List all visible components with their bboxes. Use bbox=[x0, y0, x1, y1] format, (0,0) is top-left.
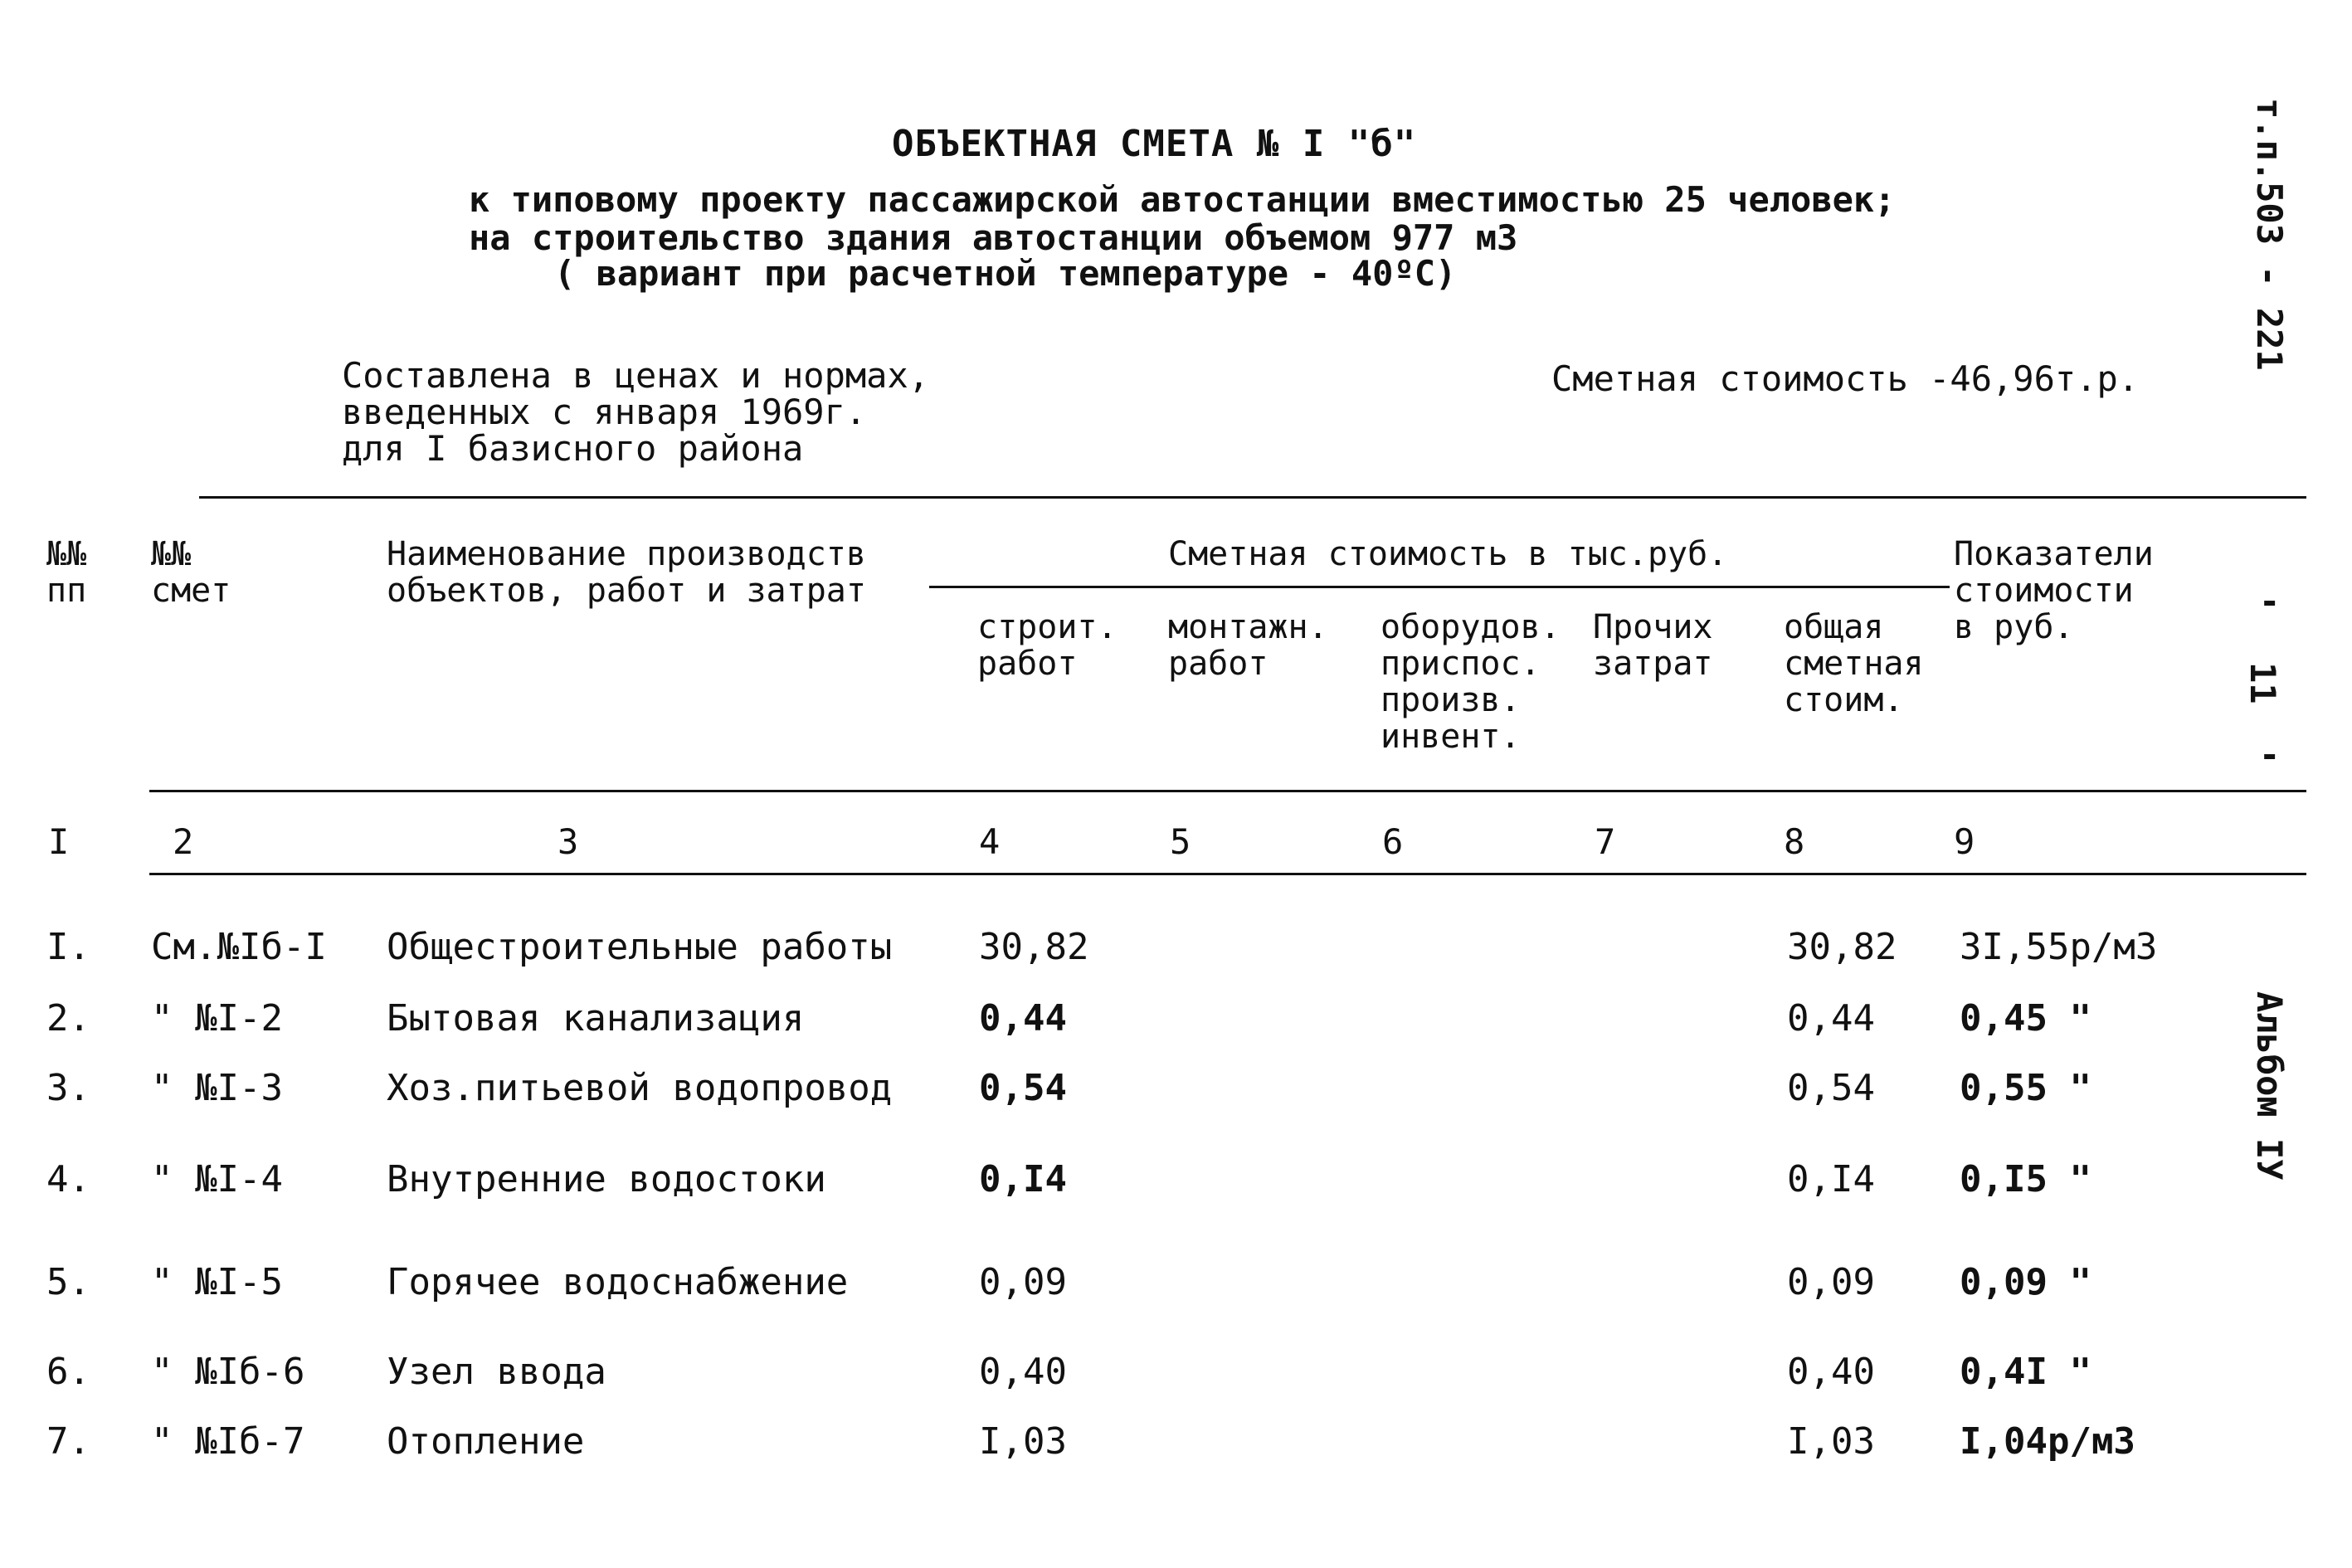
row-number: 3. bbox=[46, 1067, 90, 1109]
header-col8-line2: сметная bbox=[1784, 645, 1924, 683]
header-group: Сметная стоимость в тыс.руб. bbox=[1168, 535, 1728, 573]
row-number: 2. bbox=[46, 997, 90, 1040]
row-cost-index: 0,55 " bbox=[1960, 1067, 2091, 1109]
row-name: Отопление bbox=[387, 1420, 585, 1463]
header-col6-line1: оборудов. bbox=[1381, 608, 1561, 646]
side-album: Альбом IУ bbox=[2249, 991, 2290, 1181]
header-col9-line1: Показатели bbox=[1954, 535, 2154, 573]
column-number-7: 7 bbox=[1595, 821, 1616, 862]
row-build-cost: 0,54 bbox=[979, 1067, 1067, 1109]
column-number-3: 3 bbox=[558, 821, 579, 862]
header-col9-line3: в руб. bbox=[1954, 608, 2074, 646]
header-col8-line1: общая bbox=[1784, 608, 1884, 646]
header-col6-line4: инвент. bbox=[1381, 718, 1521, 756]
header-col3-line2: объектов, работ и затрат bbox=[387, 572, 866, 610]
row-number: 4. bbox=[46, 1158, 90, 1200]
header-col5 bbox=[1168, 609, 1328, 682]
header-bottom-rule bbox=[149, 790, 2306, 792]
header-col8-line3: стоим. bbox=[1784, 681, 1904, 719]
header-col1 bbox=[46, 536, 86, 609]
row-number: 5. bbox=[46, 1261, 90, 1303]
column-number-1: I bbox=[48, 821, 70, 862]
row-smeta: " №I-3 bbox=[151, 1067, 283, 1109]
row-name: Горячее водоснабжение bbox=[387, 1261, 849, 1303]
column-number-4: 4 bbox=[979, 821, 1001, 862]
header-col7 bbox=[1593, 609, 1713, 682]
column-number-6: 6 bbox=[1382, 821, 1404, 862]
row-total-cost: 0,40 bbox=[1787, 1351, 1875, 1393]
row-build-cost: 0,I4 bbox=[979, 1158, 1067, 1200]
header-col2-line2: смет bbox=[151, 572, 231, 610]
header-col4-line1: строит. bbox=[977, 608, 1118, 646]
header-col1-line1: №№ bbox=[46, 535, 87, 573]
header-col9-line2: стоимости bbox=[1954, 572, 2134, 610]
header-col6-line3: произв. bbox=[1381, 681, 1521, 719]
header-col7-line1: Прочих bbox=[1593, 608, 1713, 646]
row-cost-index: 0,4I " bbox=[1960, 1351, 2091, 1393]
row-smeta: " №I-4 bbox=[151, 1158, 283, 1200]
header-col7-line2: затрат bbox=[1593, 645, 1713, 683]
row-cost-index: 0,I5 " bbox=[1960, 1158, 2091, 1200]
column-number-9: 9 bbox=[1954, 821, 1975, 862]
row-total-cost: 0,54 bbox=[1787, 1067, 1875, 1109]
header-col2-line1: №№ bbox=[151, 535, 192, 573]
row-name: Общестроительные работы bbox=[387, 926, 893, 968]
row-build-cost: I,03 bbox=[979, 1420, 1067, 1463]
row-smeta: " №I-2 bbox=[151, 997, 283, 1040]
dash-mark-top: - bbox=[2259, 581, 2281, 621]
column-numbers-rule bbox=[149, 873, 2306, 875]
estimated-cost: Сметная стоимость -46,96т.р. bbox=[1551, 358, 2140, 399]
compiled-line-2: введенных с января 1969г. bbox=[342, 392, 867, 432]
subtitle-line-1: к типовому проекту пассажирской автостанции вместимостью 25 человек; bbox=[469, 179, 1896, 220]
row-build-cost: 0,09 bbox=[979, 1261, 1067, 1303]
row-cost-index: 0,09 " bbox=[1960, 1261, 2091, 1303]
row-smeta: " №I-5 bbox=[151, 1261, 283, 1303]
header-col6 bbox=[1381, 609, 1561, 755]
header-col8 bbox=[1784, 609, 1924, 718]
side-page: 11 bbox=[2242, 662, 2283, 704]
subtitle-line-2: на строительство здания автостанции объемом 977 м3 bbox=[469, 217, 1518, 258]
header-col3 bbox=[387, 536, 866, 609]
row-cost-index: I,04р/м3 bbox=[1960, 1420, 2135, 1463]
row-cost-index: 3I,55р/м3 bbox=[1960, 926, 2158, 968]
header-col5-line2: работ bbox=[1168, 645, 1269, 683]
row-name: Бытовая канализация bbox=[387, 997, 805, 1040]
row-number: I. bbox=[46, 926, 90, 968]
document-title: ОБЪЕКТНАЯ СМЕТА № I "б" bbox=[892, 123, 1417, 165]
row-total-cost: I,03 bbox=[1787, 1420, 1875, 1463]
header-col2 bbox=[151, 536, 231, 609]
header-col4-line2: работ bbox=[977, 645, 1078, 683]
row-total-cost: 0,44 bbox=[1787, 997, 1875, 1040]
compiled-line-3: для I базисного района bbox=[342, 428, 804, 469]
row-build-cost: 0,40 bbox=[979, 1351, 1067, 1393]
header-col9 bbox=[1954, 536, 2154, 645]
column-number-8: 8 bbox=[1784, 821, 1805, 862]
row-cost-index: 0,45 " bbox=[1960, 997, 2091, 1040]
header-col3-line1: Наименование производств bbox=[387, 535, 866, 573]
side-code: т.п.503 - 221 bbox=[2249, 98, 2290, 371]
row-total-cost: 0,09 bbox=[1787, 1261, 1875, 1303]
row-name: Узел ввода bbox=[387, 1351, 606, 1393]
column-number-2: 2 bbox=[173, 821, 194, 862]
row-number: 6. bbox=[46, 1351, 90, 1393]
compiled-line-1: Составлена в ценах и нормах, bbox=[342, 355, 930, 396]
header-col4 bbox=[977, 609, 1118, 682]
row-smeta: " №Iб-7 bbox=[151, 1420, 305, 1463]
dash-mark-bottom: - bbox=[2259, 734, 2281, 775]
header-col5-line1: монтажн. bbox=[1168, 608, 1328, 646]
row-build-cost: 0,44 bbox=[979, 997, 1067, 1040]
row-build-cost: 30,82 bbox=[979, 926, 1089, 968]
header-col1-line2: пп bbox=[46, 572, 87, 610]
subtitle-line-3: ( вариант при расчетной температуре - 40ºС) bbox=[554, 253, 1457, 294]
row-name: Внутренние водостоки bbox=[387, 1158, 826, 1200]
header-col6-line2: приспос. bbox=[1381, 645, 1541, 683]
row-name: Хоз.питьевой водопровод bbox=[387, 1067, 893, 1109]
table-top-rule bbox=[199, 496, 2306, 499]
row-total-cost: 30,82 bbox=[1787, 926, 1897, 968]
column-number-5: 5 bbox=[1170, 821, 1191, 862]
row-total-cost: 0,I4 bbox=[1787, 1158, 1875, 1200]
row-smeta: " №Iб-6 bbox=[151, 1351, 305, 1393]
group-header-rule bbox=[929, 586, 1950, 588]
row-number: 7. bbox=[46, 1420, 90, 1463]
row-smeta: См.№Iб-I bbox=[151, 926, 327, 968]
